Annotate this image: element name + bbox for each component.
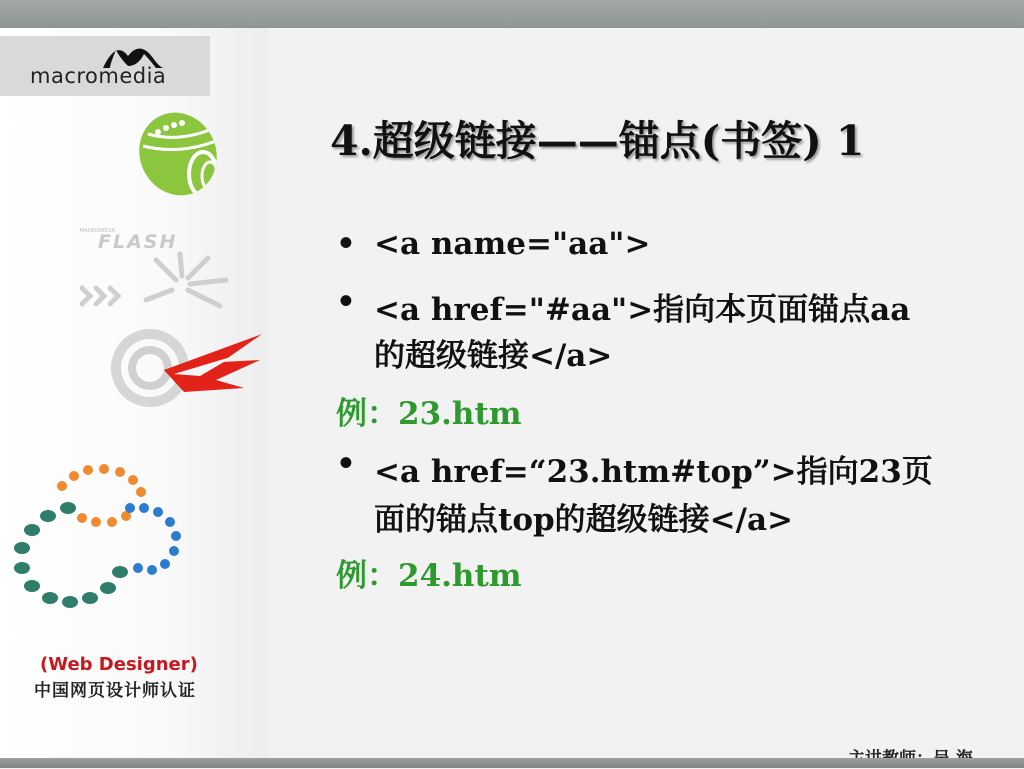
bullet-dot: • (336, 284, 356, 320)
bullet-text-continued: 面的锚点top的超级链接</a> (374, 502, 794, 538)
program-title-en: (Web Designer) (40, 654, 198, 675)
program-title-cn: 中国网页设计师认证 (34, 681, 196, 701)
dot-rings-icon (10, 460, 210, 610)
bullet-text: <a href="#aa">指向本页面锚点aa (374, 292, 911, 328)
brand-name: macromedia (30, 64, 167, 88)
top-bar (0, 0, 1024, 28)
flash-burst-icon (76, 250, 246, 310)
bullet-dot: • (336, 226, 356, 262)
bullet-text: <a href=“23.htm#top”>指向23页 (374, 454, 933, 490)
bottom-bar (0, 758, 1024, 768)
bullet-text: <a name="aa"> (374, 226, 651, 262)
slide-title: 4.超级链接——锚点(书签) 1 (330, 117, 865, 165)
bullet-dot: • (336, 446, 356, 482)
flash-small-label: MACROMEDIA (80, 228, 115, 234)
red-arrow-swirl-icon (104, 322, 264, 412)
example-line: 例：24.htm (336, 558, 522, 594)
bullet-text-continued: 的超级链接</a> (374, 338, 613, 374)
example-line: 例：23.htm (336, 396, 522, 432)
lime-ball-icon (128, 104, 228, 204)
flash-word: FLASH (98, 231, 178, 253)
